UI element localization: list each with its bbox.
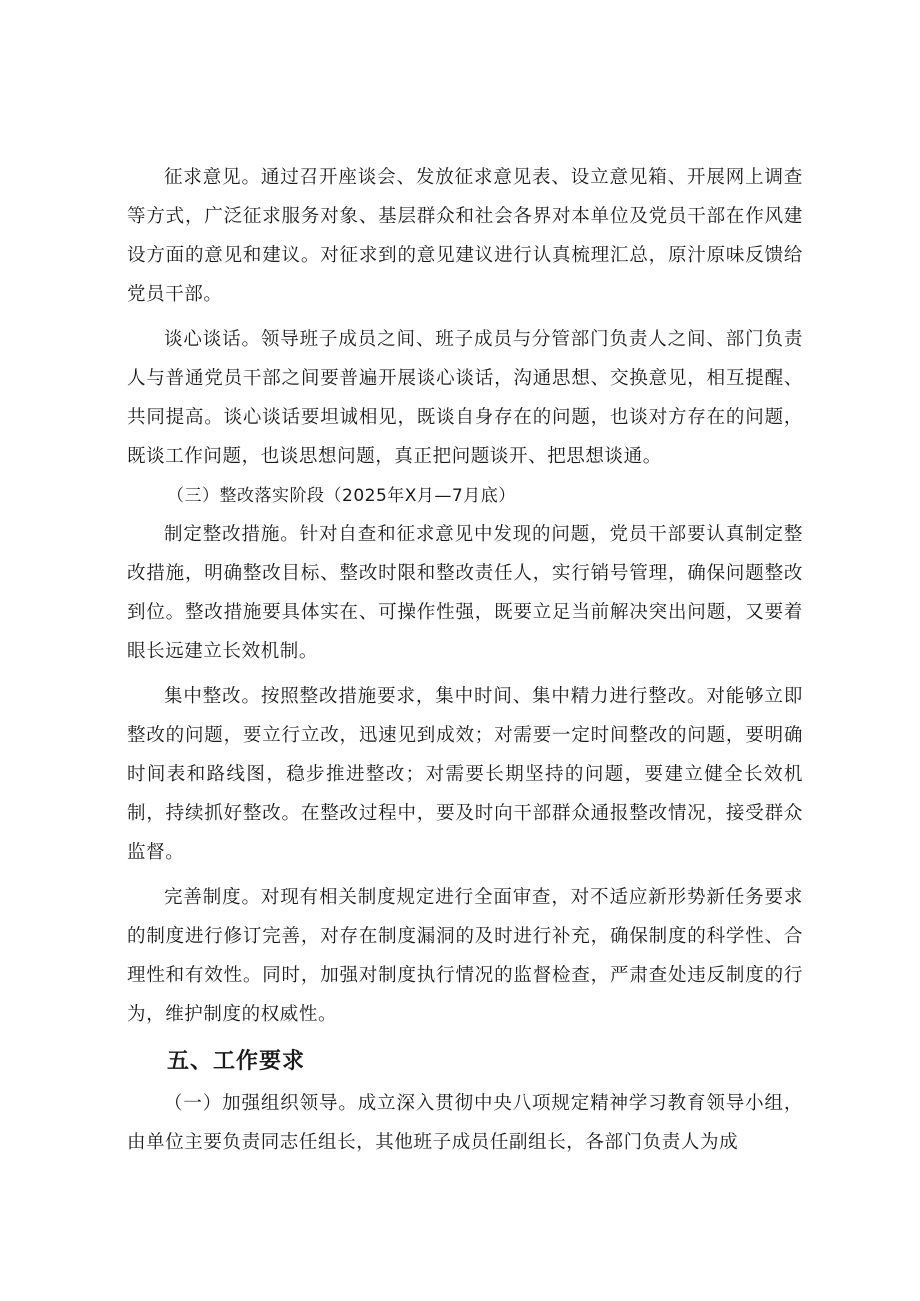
paragraph-formulate-measures: 制定整改措施。针对自查和征求意见中发现的问题，党员干部要认真制定整改措施，明确整改目标、整改时限和整改责任人，实行销号管理，确保问题整改到位。整改措施要具体实在、可操作性强，既要立足当前解决突出问题，又要着眼长远建立长效机制。 bbox=[127, 524, 803, 662]
section-heading-work-requirements: 五、工作要求 bbox=[167, 1049, 306, 1074]
paragraph-concentrated-rectification: 集中整改。按照整改措施要求，集中时间、集中精力进行整改。对能够立即整改的问题，要立行立改，迅速见到成效；对需要一定时间整改的问题，要明确时间表和路线图，稳步推进整改；对需要长期坚持的问题，要建立健全长效机制，持续抓好整改。在整改过程中，要及时向干部群众通报整改情况，接受群众监督。 bbox=[127, 686, 803, 863]
paragraph-solicit-opinions: 征求意见。通过召开座谈会、发放征求意见表、设立意见箱、开展网上调查等方式，广泛征求服务对象、基层群众和社会各界对本单位及党员干部在作风建设方面的意见和建议。对征求到的意见建议进行认真梳理汇总，原汁原味反馈给党员干部。 bbox=[127, 167, 803, 305]
paragraph-organizational-leadership: （一）加强组织领导。成立深入贯彻中央八项规定精神学习教育领导小组，由单位主要负责同志任组长，其他班子成员任副组长，各部门负责人为成 bbox=[127, 1093, 803, 1153]
subheading-rectification-stage: （三）整改落实阶段（2025年X月—7月底） bbox=[167, 486, 516, 506]
document-body bbox=[127, 158, 803, 1162]
paragraph-improve-systems: 完善制度。对现有相关制度规定进行全面审查，对不适应新形势新任务要求的制度进行修订完善，对存在制度漏洞的及时进行补充，确保制度的科学性、合理性和有效性。同时，加强对制度执行情况的监督检查，严肃查处违反制度的行为，维护制度的权威性。 bbox=[127, 887, 803, 1025]
paragraph-heart-to-heart-talks: 谈心谈话。领导班子成员之间、班子成员与分管部门负责人之间、部门负责人与普通党员干部之间要普遍开展谈心谈话，沟通思想、交换意见，相互提醒、共同提高。谈心谈话要坦诚相见，既谈自身存在的问题，也谈对方存在的问题，既谈工作问题，也谈思想问题，真正把问题谈开、把思想谈通。 bbox=[127, 329, 803, 467]
